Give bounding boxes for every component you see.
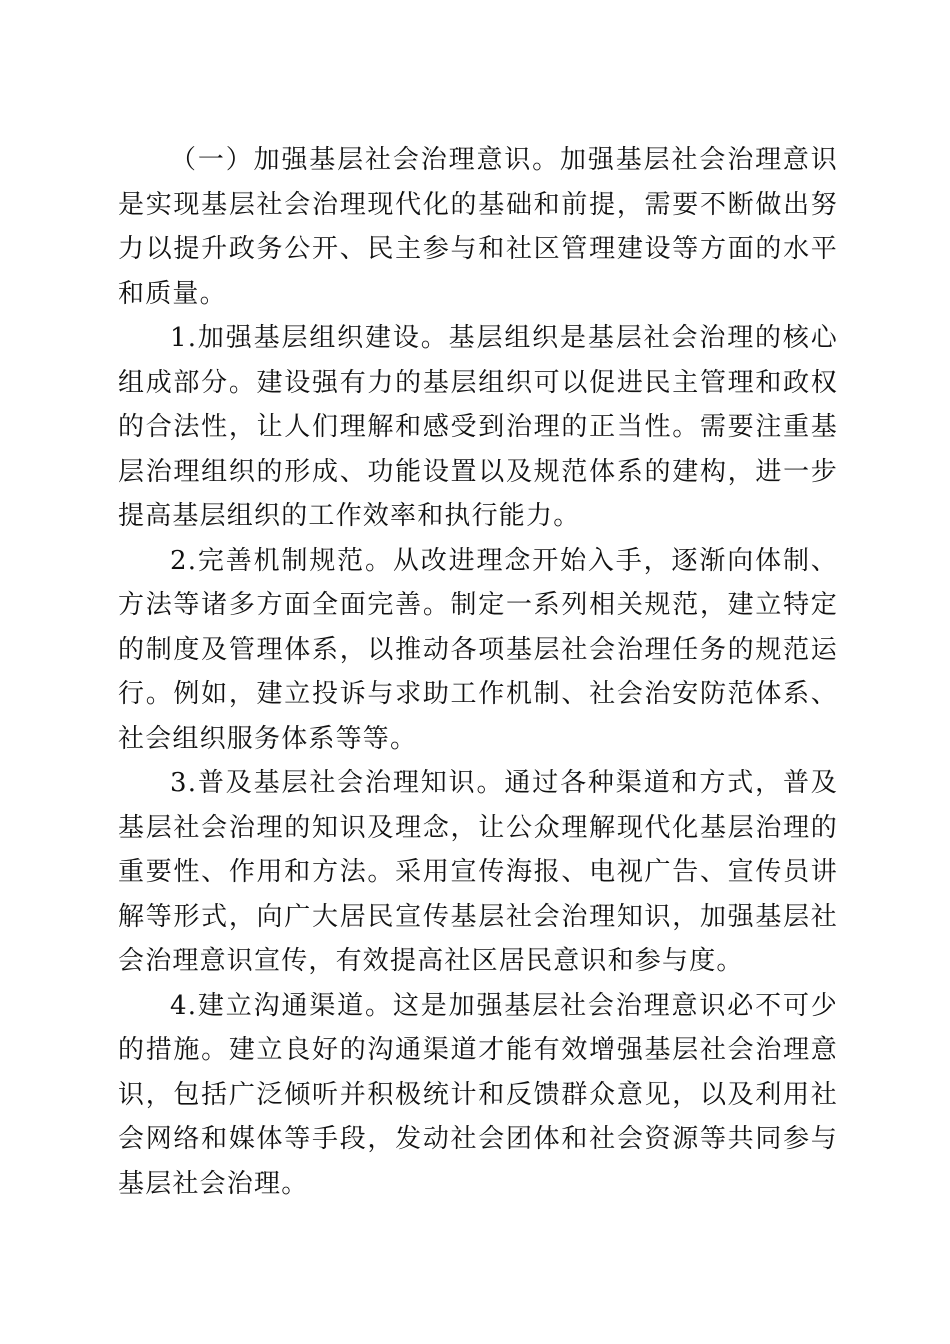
paragraph-4-title: 建立沟通渠道。 (197, 990, 393, 1021)
paragraph-1-title: 加强基层组织建设。 (197, 323, 449, 353)
paragraph-1 (118, 316, 838, 539)
paragraph-4 (118, 984, 838, 1207)
paragraph-2-number: 2. (170, 545, 198, 576)
paragraph-2-text: 从改进理念开始入手，逐渐向体制、方法等诸多方面全面完善。制定一系列相关规范，建立特定的制度及管理体系，以推动各项基层社会治理任务的规范运行。例如，建立投诉与求助工作机制、社会治安防范体系、社会组织服务体系等等。 (118, 545, 839, 754)
paragraph-3-number: 3. (170, 768, 198, 798)
paragraph-4-text: 这是加强基层社会治理意识必不可少的措施。建立良好的沟通渠道才能有效增强基层社会治理意识，包括广泛倾听并积极统计和反馈群众意见，以及利用社会网络和媒体等手段，发动社会团体和社会资源等共同参与基层社会治理。 (118, 990, 839, 1199)
paragraph-3-text: 通过各种渠道和方式，普及基层社会治理的知识及理念，让公众理解现代化基层治理的重要性、作用和方法。采用宣传海报、电视广告、宣传员讲解等形式，向广大居民宣传基层社会治理知识，加强基层社会治理意识宣传，有效提高社区居民意识和参与度。 (118, 768, 839, 976)
paragraph-3 (118, 761, 838, 984)
paragraph-1-number: 1. (170, 323, 198, 353)
section-intro: 加强基层社会治理意识是实现基层社会治理现代化的基础和前提，需要不断做出努力以提升政务公开、民主参与和社区管理建设等方面的水平和质量。 (118, 145, 838, 309)
section-heading: （一）加强基层社会治理意识。 (170, 145, 561, 175)
paragraph-2-title: 完善机制规范。 (197, 545, 393, 576)
section-paragraph (118, 138, 838, 316)
paragraph-4-number: 4. (170, 990, 198, 1021)
paragraph-1-text: 基层组织是基层社会治理的核心组成部分。建设强有力的基层组织可以促进民主管理和政权的合法性，让人们理解和感受到治理的正当性。需要注重基层治理组织的形成、功能设置以及规范体系的建构，进一步提高基层组织的工作效率和执行能力。 (118, 323, 838, 531)
paragraph-3-title: 普及基层社会治理知识。 (197, 768, 505, 798)
paragraph-2 (118, 539, 838, 762)
document-body (118, 138, 838, 1206)
